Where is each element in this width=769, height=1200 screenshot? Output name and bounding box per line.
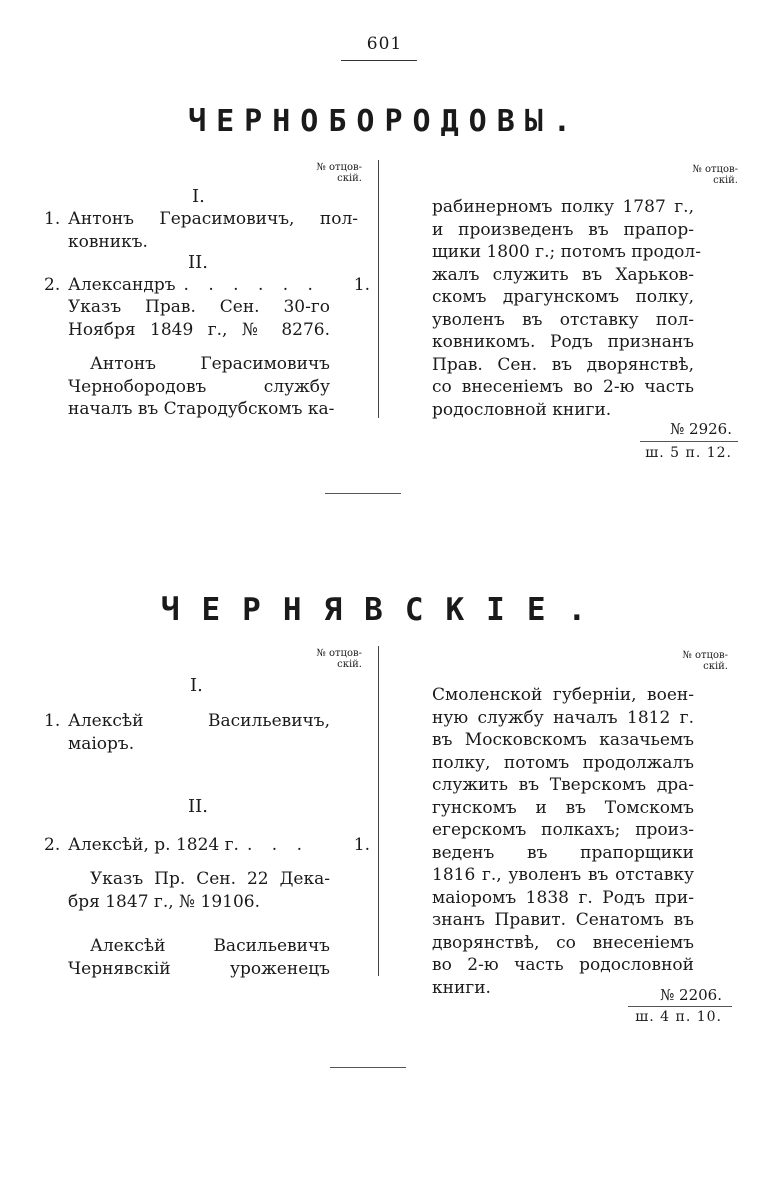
entry-text-line: Алексѣй Васильевичъ, (68, 711, 330, 731)
bio-line: веденъ въ прапорщики (432, 842, 694, 863)
entry-name: Алексѣй, р. 1824 г. (68, 835, 239, 855)
bio-line: въ Московскомъ казачьемъ (432, 730, 694, 750)
bio-line: Прав. Сен. въ дворянствѣ, (432, 354, 694, 375)
section-separator (325, 493, 401, 494)
section-title-chernyavskie: ЧЕРНЯВСКІЕ. (160, 592, 609, 628)
bio-line: и произведенъ въ прапор- (432, 219, 694, 240)
entry-number: 2. (44, 835, 61, 855)
entry-number: 1. (44, 711, 61, 731)
column-header-right: № отцов- скій. (692, 164, 738, 186)
section-separator (330, 1067, 406, 1068)
entry-value: 1. (353, 835, 370, 855)
entry-text-line: маіоръ. (68, 733, 135, 754)
decree-line: Указъ Прав. Сен. 30-го (68, 297, 330, 317)
section-title-chernoborodovy: ЧЕРНОБОРОДОВЫ. (188, 104, 581, 139)
roman-numeral-i: I. (190, 675, 203, 696)
decree-line: Указъ Пр. Сен. 22 Дека- (90, 869, 330, 889)
bio-line: Чернявскій уроженецъ (68, 958, 330, 979)
bio-line: дворянствѣ, со внесеніемъ (432, 932, 694, 953)
biography-left (68, 935, 330, 980)
bio-line: гунскомъ и въ Томскомъ (432, 797, 694, 818)
roman-numeral-ii: II. (188, 796, 208, 817)
entry-value: 1. (353, 275, 370, 295)
bio-line: полку, потомъ продолжалъ (432, 752, 694, 773)
decree-block (68, 296, 330, 341)
bio-line: егерскомъ полкахъ; произ- (432, 820, 694, 840)
bio-line: рабинерномъ полку 1787 г., (432, 197, 694, 217)
biography-left (68, 353, 335, 421)
entry-1 (44, 710, 374, 755)
entry-dots: . . . . . . (183, 275, 320, 295)
record-location: ш. 5 п. 12. (645, 445, 732, 461)
bio-line: Алексѣй Васильевичъ (90, 936, 330, 956)
decree-line: Ноября 1849 г., № 8276. (68, 319, 330, 340)
entry-2 (44, 834, 370, 857)
page-number: 601 (366, 34, 403, 54)
bio-line: уволенъ въ отставку пол- (432, 309, 694, 330)
biography-right (432, 196, 701, 421)
entry-2 (44, 274, 370, 297)
roman-numeral-i: I. (192, 186, 205, 207)
decree-line: бря 1847 г., № 19106. (68, 891, 261, 912)
bio-line: служить въ Тверскомъ дра- (432, 775, 694, 795)
record-number: № 2926. (670, 420, 732, 438)
column-header-right: № отцов- скій. (682, 650, 728, 672)
bio-line: знанъ Правит. Сенатомъ въ (432, 910, 694, 930)
record-rule (628, 1006, 732, 1007)
record-rule (640, 441, 738, 442)
bio-line: во 2-ю часть родословной (432, 955, 694, 975)
bio-line: щики 1800 г.; потомъ продол- (432, 242, 701, 262)
bio-line: Антонъ Герасимовичъ (90, 354, 330, 374)
bio-line: жалъ служить въ Харьков- (432, 264, 694, 285)
bio-line: ковникомъ. Родъ признанъ (432, 332, 694, 352)
entry-text-line: ковникъ. (68, 231, 148, 252)
entry-dots: . . . (246, 835, 309, 855)
bio-line: 1816 г., уволенъ въ отставку (432, 865, 694, 885)
bio-line: маіоромъ 1838 г. Родъ при- (432, 887, 694, 908)
bio-line: началъ въ Стародубскомъ ка- (68, 399, 335, 419)
bio-line: Чернобородовъ службу (68, 376, 330, 397)
record-number: № 2206. (660, 986, 722, 1004)
entry-name: Александръ (68, 275, 176, 295)
entry-number: 2. (44, 275, 61, 295)
bio-line: родословной книги. (432, 399, 612, 420)
column-header-left: № отцов- скій. (316, 648, 362, 670)
column-divider (378, 160, 379, 418)
bio-line: книги. (432, 977, 491, 998)
bio-line: Смоленской губерніи, воен- (432, 685, 694, 705)
bio-line: со внесеніемъ во 2-ю часть (432, 377, 694, 397)
roman-numeral-ii: II. (188, 252, 208, 273)
bio-line: скомъ драгунскомъ полку, (432, 287, 694, 307)
entry-number: 1. (44, 209, 61, 229)
bio-line: ную службу началъ 1812 г. (432, 707, 694, 728)
record-location: ш. 4 п. 10. (635, 1009, 722, 1025)
page-number-rule (341, 60, 417, 61)
column-header-left: № отцов- скій. (316, 162, 362, 184)
entry-text-line: Антонъ Герасимовичъ, пол- (68, 209, 358, 229)
column-divider (378, 646, 379, 976)
biography-right (432, 684, 694, 999)
entry-1 (44, 208, 374, 253)
decree-block (68, 868, 330, 913)
